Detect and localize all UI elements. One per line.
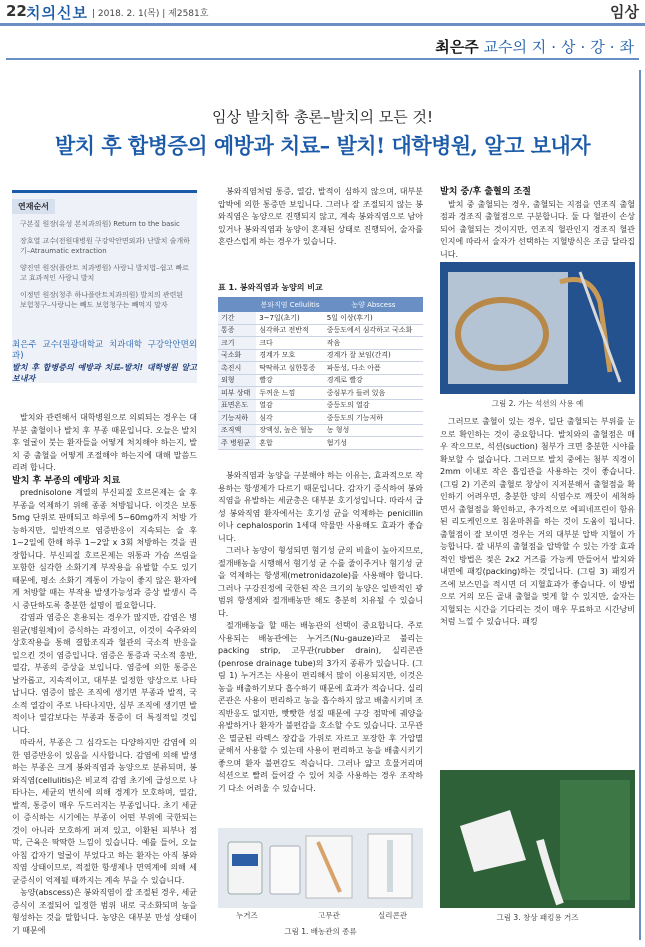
table-cell: 조직액 [218,424,256,437]
table-row [218,437,423,450]
table-row [218,387,423,400]
table-cell: 기간 [218,312,256,324]
intro-paragraph: 발치와 관련해서 대학병원으로 의뢰되는 경우는 대부분 출혈이나 발치 후 부종 때문입니다. 오늘은 발치 후 얼굴이 붓는 환자들을 어떻게 처치해야 하는지, 발치 중 출혈을 어떻게 조절해야 하는지에 대해 말씀드리려 합니다. [12,413,197,472]
table-row [218,362,423,375]
column-title: 지·상·강·좌 [531,38,639,56]
table-row [218,399,423,412]
table-cell: 딱딱하고 심한통증 [256,362,324,375]
table-row [218,312,423,324]
table-cell: 경계가 잘 보임(간격) [324,349,423,362]
table-row [218,349,423,362]
table-cell: 중등도의 기능저하 [324,412,423,425]
column-suffix: 교수의 [478,38,532,56]
paragraph: prednisolone 계열의 부신피질 호르몬제는 술 후 부종을 억제하기 위해 종종 처방됩니다. 이것은 보통 5mg 단위로 판매되고 하루에 5~60mg까지 처방 가능하지만, 일반적으로 염증반응이 지속되는 술 후 1~2일에 한해 하루 1~2알 x 3회 처방하는 것을 권장합니다. 부신피질 호르몬제는 위통과 가슴 쓰림을 포함한 심각한 소화기계 부작용을 유발할 수도 있기 때문에, 평소 소화기 계통이 가능이 좋지 않은 환자에게 처방할 때는 부작용 발생가능성과 증상 발생시 즉시 중단하도록 충분한 설명이 필요합니다. [12,488,197,610]
table-cell: 피부 상태 [218,387,256,400]
table-cell: 기능저하 [218,412,256,425]
heading-bleeding: 발치 중/후 출혈의 조절 [440,187,531,197]
table-cell: 두꺼운 느낌 [256,387,324,400]
table-cell: 5일 이상(후기) [324,312,423,324]
table-cell: 농 형성 [324,424,423,437]
article-headline: 발치 후 합병증의 예방과 치료– 발치! 대학병원, 알고 보내자 [54,133,591,158]
table-caption: 표 1. 봉와직염과 농양의 비교 [218,283,323,292]
table-cell: 심각 [256,412,324,425]
paragraph: 절개배농을 할 때는 배농관의 선택이 중요합니다. 주로 사용되는 배농관에는 누거즈(Nu-gauze)라고 불리는 packing strip, 고무관(rubber drain), 실리콘관(penrose drainage tube)의 3가지 종류가 있습니다. (그림 1) 누거즈는 사용이 편리해서 많이 이용되지만, 이것은 농을 배출하기보다 흡수하기 때문에 효과가 적습니다. 실리콘관은 사용이 편리하고 농을 흡수하지 않고 배출시키며 조직반응도 없지만, 빳빳한 성질 때문에 구강 점막에 궤양을 유발하거나 환자가 불편감을 호소할 수도 있습니다. 고무관은 멸균된 라텍스 장갑을 가위로 자르고 포장한 후 가압멸균해서 사용할 수 있는데 사용이 편리하고 농을 배출시키기 좋으며 환자 불편감도 적습니다. 그러나 얇고 흐물거리며 석션으로 빨려 들어갈 수 있어 치증 사용하는 경우 조작하기 다소 어려울 수 있습니다. [218,621,423,793]
paragraph: 감염과 염증은 혼용되는 경우가 많지만, 감염은 병원균(병원체)이 증식하는 과정이고, 이것이 숙주와의 상호작용을 통해 결합조직과 혈관의 국소적 반응을 일으킨 것이 염증입니다. 염증은 통증과 국소적 홍반, 열감, 부종의 증상을 보입니다. 염증에 의한 통증은 날카롭고, 지속적이고, 대부분 일정한 양상으로 나타납니다. 염증이 많은 조직에 생기면 부종과 발적, 국소적 열감이 주로 나타나지만, 심부 조직에 생기면 발적이나 열감보다는 부종과 통증이 더 특징적일 것입니다. [12,613,197,735]
table-cell: 파동성, 다소 아픔 [324,362,423,375]
gauze-image [440,770,635,908]
figure-label: 실리콘관 [378,911,407,920]
table-row [218,324,423,337]
table-cell: 촉진시 [218,362,256,375]
column-3-lower [440,416,635,629]
masthead [0,0,645,22]
paragraph: 봉와직염처럼 통증, 열감, 발적이 심하지 않으며, 대부분 압박에 의한 통증만 보입니다. 그러나 잘 조절되지 않는 봉와직염은 농양으로 진행되지 않고, 계속 봉와직염으로 남아 있거나 봉와직염과 농양이 혼재된 상태로 진행되어, 술자를 혼란스럽게 하는 경우가 있습니다. [218,187,423,246]
table-cell: 외형 [218,374,256,387]
heading-swelling: 발치 후 부종의 예방과 치료 [12,475,121,486]
table-cell: 작음 [324,337,423,350]
table-cell: 크다 [256,337,324,350]
table-cell: 경계로 빨강 [324,374,423,387]
top-rule [0,23,645,26]
series-item: 양진연 원장(플란트 치과병원) 사랑니 발치법–쉽고 빠르고 효과적인 사랑니 발치 [20,263,189,282]
table-cell: 경계가 모호 [256,349,324,362]
table-cell: 주 병원균 [218,437,256,450]
column-3 [440,186,635,261]
column-1 [12,412,197,937]
table-header-cell: 봉와직염 Cellulitis [256,297,324,312]
paragraph: 농양(abscess)은 봉와직염이 잘 조절된 경우, 세균 증식이 조절되어 일정한 범위 내로 국소화되며 농을 형성하는 것을 말합니다. 농양은 대부분 만성 상태이기 때문에 [12,888,197,935]
figure-label: 누거즈 [236,911,258,920]
table-header-cell [218,297,256,312]
table-row [218,374,423,387]
issue-date: | 2018. 2. 1(목) | 제2581호 [92,9,209,19]
table-cell: 중심부가 들려 있음 [324,387,423,400]
paragraph: 그러므로 출혈이 있는 경우, 일단 출혈되는 부위를 눈으로 확인하는 것이 중요합니다. 발치와의 출혈점은 매우 작으므로, 석션(suction) 첨부가 크면 충분한 시야를 확보할 수 없습니다. 그러므로 발치 중에는 첨부 직경이 2mm 이내로 작은 흡입관을 사용하는 것이 좋습니다.(그림 2) 기존의 출혈로 창상이 지저분해서 출혈점을 확인하기 어려우면, 충분한 양의 식염수로 깨끗이 세척하면서 출혈점을 확인하고, 추가적으로 에피네프린이 함유된 리도케인으로 침윤마취를 하는 것이 도움이 됩니다. 출혈점이 잘 보이면 경우는 거의 대부분 압박 지혈이 가능합니다. 잘 내부의 출혈점을 압박할 수 있는 가장 효과적인 방법은 젖은 2x2 거즈를 가능케 만들어서 발치와 내면에 패킹(packing)하는 것입니다. (그림 3) 패킹거즈에 보스민을 적시면 더 지혈효과가 좋습니다. 이 방법으로 거의 모든 골내 출혈을 멎게 할 수 있지만, 술자는 지혈되는 시간을 기다리는 것이 매우 무료하고 시간낭비처럼 느낄 수 있습니다. 패킹 [440,417,635,626]
table-row [218,412,423,425]
column-author: 최은주 [435,38,479,56]
table-row [218,424,423,437]
series-item: 이정민 원장(청주 하나플란트치과의원) 발치의 관련된 보험청구–사랑니는 빼도 보험청구는 빼먹지 말자 [20,290,184,309]
table-cell: 크기 [218,337,256,350]
publication-name: 치의신보 [26,4,88,22]
column-rule [6,58,639,60]
column-2 [218,186,423,249]
article-subtitle: 임상 발치학 총론–발치의 모든 것! [212,108,433,126]
figure-2-caption: 그림 2. 가는 석션의 사용 예 [491,399,584,408]
table-header-cell: 농양 Abscess [324,297,423,312]
side-rule [639,70,641,940]
table-cell: 3~7일(초기) [256,312,324,324]
series-list [20,219,192,317]
comparison-table [218,282,423,450]
table-cell: 중등도에서 심각하고 국소화 [324,324,423,337]
table-cell: 중등도의 열감 [324,399,423,412]
paragraph: 봉와직염과 농양을 구분해야 하는 이유는, 효과적으로 작용하는 항생제가 다르기 때문입니다. 감자기 증식하여 봉와직염을 유발하는 세균총은 대부분 호기성입니다. 따라서 급성 봉와직염 환자에서는 호기성 균을 억제하는 penicillin이나 cephalosporin 1세대 약물만 사용해도 효과가 좋습니다. [218,471,423,543]
figure-1-photo [218,828,423,908]
table-cell: 혼합 [256,437,324,450]
paragraph: 따라서, 부종은 그 심각도는 다양하지만 감염에 의한 염증반응이 있음을 시사합니다. 감염에 의해 발생하는 부종은 크게 봉와직염과 농양으로 분류되며, 봉와직염(cellulitis)은 비교적 감염 초기에 급성으로 나타나는, 세균의 번식에 의해 경계가 모호하며, 열감, 발적, 통증이 매우 두드러지는 부종입니다. 초기 세균이 증식하는 시기에는 부종이 어떤 부위에 국한되는 것이 아니라 모호하게 퍼져 있고, 이환된 피부나 점막, 근육은 딱딱한 느낌이 있습니다. 예를 들어, 오늘 아침 갑자기 얼굴이 부었다고 하는 환자는 아직 봉와직염 상태이므로, 적절한 항생제나 면역계에 의해 세균증식이 억제될 때까지는 계속 부을 수 있습니다. [12,738,197,885]
column-name [435,36,639,57]
figure-2-photo [440,262,635,394]
column-2-lower [218,470,423,795]
section-label: 임상 [610,3,639,21]
table-cell: 열감 [256,399,324,412]
figure-3-caption: 그림 3. 창상 패킹용 거즈 [496,913,579,922]
byline-author: 최은주 교수(원광대학교 치과대학 구강악안면외과) [12,340,197,361]
figure-label: 고무관 [318,911,340,920]
table-row [218,337,423,350]
series-tag: 연재순서 [12,199,55,214]
drains-image [218,828,423,908]
figure-1-caption: 그림 1. 배농관의 종류 [284,927,357,936]
paragraph: 발치 중 출혈되는 경우, 출혈되는 지점을 연조직 출혈점과 경조직 출혈점으로 구분합니다. 둘 다 혈관이 손상되어 출혈되는 것이지만, 연조직 혈관인지 경조직 혈관인지에 따라서 술자가 선택하는 지혈방식은 조금 달라집니다. [440,199,635,259]
table-cell: 표면온도 [218,399,256,412]
table-cell: 빨강 [256,374,324,387]
series-item: 장호열 교수(전원대병원 구강악안면외과) 난발치 술개하기–Atraumatic extraction [20,236,190,255]
series-byline [12,340,197,384]
table-cell: 심각하고 전반적 [256,324,324,337]
table-cell: 통증 [218,324,256,337]
figure-3-photo [440,770,635,908]
page-number: 22 [6,2,27,20]
table-cell: 혐기성 [324,437,423,450]
byline-title: 발치 후 합병증의 예방과 치료–발치! 대학병원 알고 보내자 [12,363,197,383]
series-item: 구본질 원장(유성 본치과의원) Return to the basic [20,220,180,228]
table-cell: 국소화 [218,349,256,362]
paragraph: 그러나 농양이 형성되면 혐기성 균의 비율이 높아지므로, 절개배농을 시행해서 혐기성 균 수를 줄이주거나 혐기성 균을 억제하는 항생제(metronidazole)를 사용해야 합니다. 그러나 구강진정에 국한된 작은 크기의 농양은 일반적인 광범위 항생제와 절개배농만 해도 충분히 치유될 수 있습니다. [218,546,423,618]
suction-image [440,262,635,394]
table-cell: 장액성, 높은 혈농 [256,424,324,437]
